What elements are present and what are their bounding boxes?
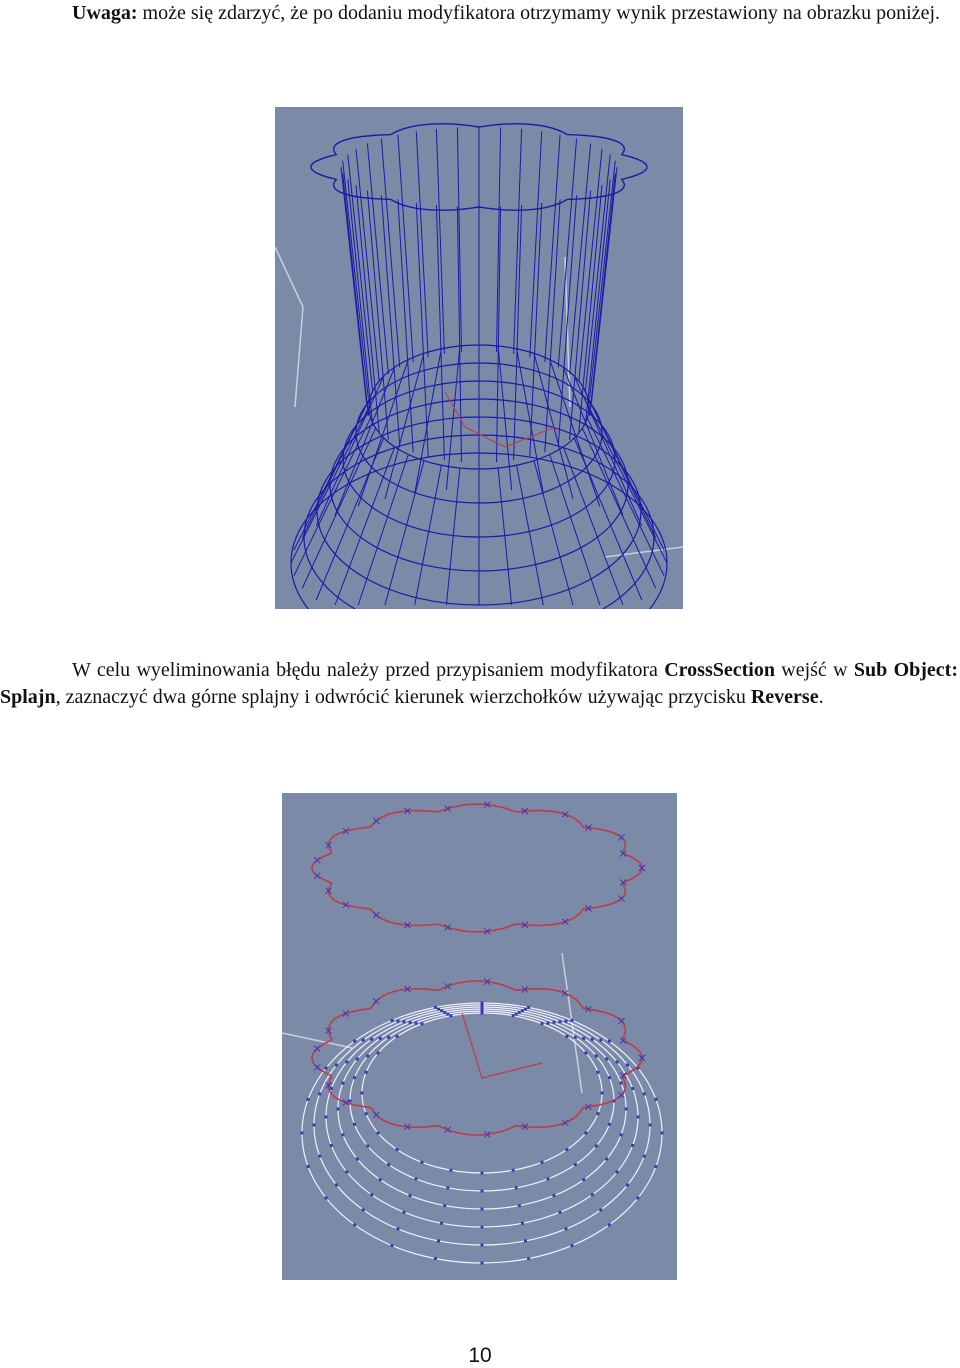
ring-vertex	[370, 1193, 373, 1196]
ring-vertex	[553, 1021, 556, 1024]
ring-vertex	[524, 1239, 527, 1242]
spline-vertex	[373, 818, 379, 824]
ring-vertex	[377, 1132, 380, 1135]
ring-vertex	[608, 1223, 611, 1226]
wire-edge	[582, 428, 655, 588]
ring-vertex	[661, 1132, 664, 1135]
ring-vertex	[345, 1061, 348, 1064]
ring-vertex	[366, 1055, 369, 1058]
wire-edge	[415, 349, 442, 494]
ring-vertex	[397, 1020, 400, 1023]
ring-vertex	[643, 1155, 646, 1158]
ring-vertex	[415, 1022, 418, 1025]
ring-vertex	[443, 1011, 446, 1014]
ring-vertex	[620, 1133, 623, 1136]
ring-vertex	[571, 1244, 574, 1247]
sub-object-name: Sub Object: Splajn	[0, 659, 958, 708]
ring-vertex	[596, 1112, 599, 1115]
ring-vertex	[421, 1161, 424, 1164]
ring-vertex	[515, 1013, 518, 1016]
ring-vertex	[527, 1257, 530, 1260]
ring-vertex	[379, 1178, 382, 1181]
ring-vertex	[565, 1148, 568, 1151]
ring-vertex	[636, 1197, 639, 1200]
spline-vertex	[373, 912, 379, 918]
ring-vertex	[565, 1227, 568, 1230]
instruction-paragraph	[0, 657, 958, 710]
ring-vertex	[403, 1020, 406, 1023]
ring-vertex	[595, 1145, 598, 1148]
spline-vertex	[314, 857, 320, 863]
wireframe-error-figure	[275, 107, 683, 609]
ring-vertex	[631, 1087, 634, 1090]
ring-vertex	[608, 1076, 611, 1079]
ring-vertex	[601, 1092, 604, 1095]
ring-vertex	[565, 1035, 568, 1038]
spline-vertex	[373, 1112, 379, 1118]
spline-vertex	[619, 834, 625, 840]
ring-vertex	[365, 1071, 368, 1074]
ring-vertex	[481, 1226, 484, 1229]
ring-vertex	[574, 1036, 577, 1039]
ring-vertex	[421, 1022, 424, 1025]
ring-vertex	[362, 1039, 365, 1042]
grid-line	[275, 247, 303, 307]
ring-vertex	[527, 1006, 530, 1009]
ring-vertex	[396, 1035, 399, 1038]
ring-vertex	[584, 1132, 587, 1135]
ring-vertex	[608, 1123, 611, 1126]
ring-vertex	[440, 1222, 443, 1225]
wire-edge	[302, 428, 375, 588]
spline-vertex	[314, 1064, 320, 1070]
ring-vertex	[361, 1092, 364, 1095]
ring-vertex	[599, 1039, 602, 1042]
ring-vertex	[341, 1082, 344, 1085]
ring-vertex	[345, 1171, 348, 1174]
ring-vertex	[571, 1019, 574, 1022]
modifier-name: CrossSection	[664, 659, 775, 681]
wire-edge	[586, 179, 611, 424]
ring-vertex	[608, 1040, 611, 1043]
grid-line	[295, 307, 303, 407]
wire-edge	[591, 167, 617, 407]
spline-vertex	[619, 1018, 625, 1024]
ring-vertex	[515, 1186, 518, 1189]
ring-vertex	[574, 1163, 577, 1166]
ring-vertex	[434, 1257, 437, 1260]
ring-vertex	[547, 1022, 550, 1025]
ring-vertex	[377, 1052, 380, 1055]
ring-vertex	[518, 1204, 521, 1207]
ring-vertex	[553, 1194, 556, 1197]
wire-edge	[381, 195, 399, 446]
ring-vertex	[449, 1169, 452, 1172]
ring-vertex	[446, 1013, 449, 1016]
ring-vertex	[481, 1208, 484, 1211]
ring-vertex	[541, 1161, 544, 1164]
reverse-button-name: Reverse	[750, 685, 819, 708]
grid-line	[605, 547, 683, 557]
ring-vertex	[625, 1108, 628, 1111]
ring-vertex	[446, 1186, 449, 1189]
ring-vertex	[318, 1155, 321, 1158]
wire-edge	[343, 173, 369, 415]
ring-vertex	[337, 1108, 340, 1111]
ring-vertex	[409, 1194, 412, 1197]
ring-vertex	[582, 1178, 585, 1181]
wire-edge	[415, 465, 442, 605]
ring-vertex	[596, 1071, 599, 1074]
instruction-text-1: W celu wyeliminowania błędu należy przed przypisaniem modyfikatora	[72, 659, 665, 681]
ring-vertex	[318, 1092, 321, 1095]
page-number: 10	[468, 1344, 492, 1367]
ring-vertex	[387, 1036, 390, 1039]
wire-edge	[517, 349, 544, 494]
note-paragraph	[0, 0, 958, 27]
ring-vertex	[335, 1184, 338, 1187]
wire-edge	[341, 167, 367, 407]
ring-vertex	[654, 1165, 657, 1168]
upper-spline	[312, 804, 642, 932]
ring-vertex	[437, 1008, 440, 1011]
ring-vertex	[518, 1011, 521, 1014]
ring-vertex	[605, 1158, 608, 1161]
wire-edge	[558, 195, 576, 446]
spline-vertex	[619, 896, 625, 902]
ring-vertex	[521, 1222, 524, 1225]
splines-drawing	[282, 793, 677, 1280]
ring-vertex	[313, 1124, 316, 1127]
ring-vertex	[397, 1227, 400, 1230]
ring-vertex	[330, 1144, 333, 1147]
ring-vertex	[649, 1124, 652, 1127]
ring-vertex	[325, 1116, 328, 1119]
ring-vertex	[391, 1019, 394, 1022]
ring-vertex	[654, 1098, 657, 1101]
spline-vertex	[373, 998, 379, 1004]
ring-vertex	[591, 1193, 594, 1196]
ring-vertex	[362, 1208, 365, 1211]
ring-vertex	[353, 1076, 356, 1079]
ring-vertex	[582, 1037, 585, 1040]
ring-vertex	[512, 1169, 515, 1172]
ring-vertex	[403, 1211, 406, 1214]
ring-vertex	[307, 1165, 310, 1168]
ring-vertex	[626, 1184, 629, 1187]
spline-vertex	[314, 1046, 320, 1052]
spline-vertex	[314, 873, 320, 879]
ring-vertex	[396, 1148, 399, 1151]
wire-edge	[589, 407, 667, 563]
ring-vertex	[626, 1064, 629, 1067]
ring-vertex	[643, 1092, 646, 1095]
ring-vertex	[341, 1133, 344, 1136]
ring-vertex	[437, 1239, 440, 1242]
ring-vertex	[449, 1014, 452, 1017]
ring-vertex	[353, 1123, 356, 1126]
ring-vertex	[379, 1037, 382, 1040]
ring-vertex	[391, 1244, 394, 1247]
note-label: Uwaga:	[72, 2, 138, 24]
ring-vertex	[631, 1144, 634, 1147]
ring-vertex	[620, 1082, 623, 1085]
ring-vertex	[521, 1009, 524, 1012]
wire-edge	[291, 407, 369, 563]
ring-vertex	[353, 1040, 356, 1043]
note-text: może się zdarzyć, że po dodaniu modyfikatora otrzymamy wynik przestawiony na obrazku poniżej.	[137, 2, 941, 24]
ring-vertex	[541, 1022, 544, 1025]
ring-vertex	[301, 1132, 304, 1135]
ring-vertex	[595, 1055, 598, 1058]
grid-line	[282, 1033, 352, 1048]
ring-vertex	[335, 1064, 338, 1067]
wireframe-error-drawing	[275, 107, 683, 609]
instruction-text-2: wejść w	[774, 659, 854, 681]
ring-vertex	[365, 1112, 368, 1115]
ring-vertex	[605, 1058, 608, 1061]
ring-vertex	[481, 1244, 484, 1247]
ring-vertex	[559, 1211, 562, 1214]
wire-edge	[517, 465, 544, 605]
ring-vertex	[616, 1171, 619, 1174]
ring-vertex	[616, 1061, 619, 1064]
ring-vertex	[370, 1038, 373, 1041]
ring-vertex	[481, 1172, 484, 1175]
ring-vertex	[481, 1262, 484, 1265]
ring-vertex	[599, 1208, 602, 1211]
ring-vertex	[325, 1197, 328, 1200]
spline-vertex	[619, 1092, 625, 1098]
ring-vertex	[591, 1038, 594, 1041]
wire-edge	[348, 179, 373, 424]
ring-vertex	[307, 1098, 310, 1101]
ring-vertex	[387, 1163, 390, 1166]
ring-vertex	[512, 1014, 515, 1017]
ring-vertex	[440, 1009, 443, 1012]
ring-vertex	[356, 1058, 359, 1061]
ring-vertex	[366, 1145, 369, 1148]
ring-vertex	[353, 1223, 356, 1226]
ring-vertex	[356, 1158, 359, 1161]
ring-vertex	[584, 1052, 587, 1055]
lower-spline	[312, 981, 642, 1135]
ring-vertex	[434, 1006, 437, 1009]
ring-vertex	[409, 1021, 412, 1024]
instruction-text-3: , zaznaczyć dwa górne splajny i odwrócić kierunek wierzchołków używając przycisku	[55, 685, 751, 708]
wire-edge	[381, 139, 399, 368]
ring-vertex	[637, 1116, 640, 1119]
ring-vertex	[325, 1067, 328, 1070]
ring-vertex	[481, 1190, 484, 1193]
ring-vertex	[547, 1177, 550, 1180]
wire-edge	[587, 396, 664, 550]
ring-vertex	[443, 1204, 446, 1207]
splines-figure	[282, 793, 677, 1280]
ring-vertex	[524, 1008, 527, 1011]
accent-spline	[462, 1013, 542, 1078]
wire-edge	[590, 173, 616, 415]
ring-vertex	[559, 1020, 562, 1023]
ring-vertex	[481, 1002, 484, 1005]
ring-vertex	[565, 1020, 568, 1023]
ring-vertex	[415, 1177, 418, 1180]
instruction-text-4: .	[818, 685, 824, 708]
